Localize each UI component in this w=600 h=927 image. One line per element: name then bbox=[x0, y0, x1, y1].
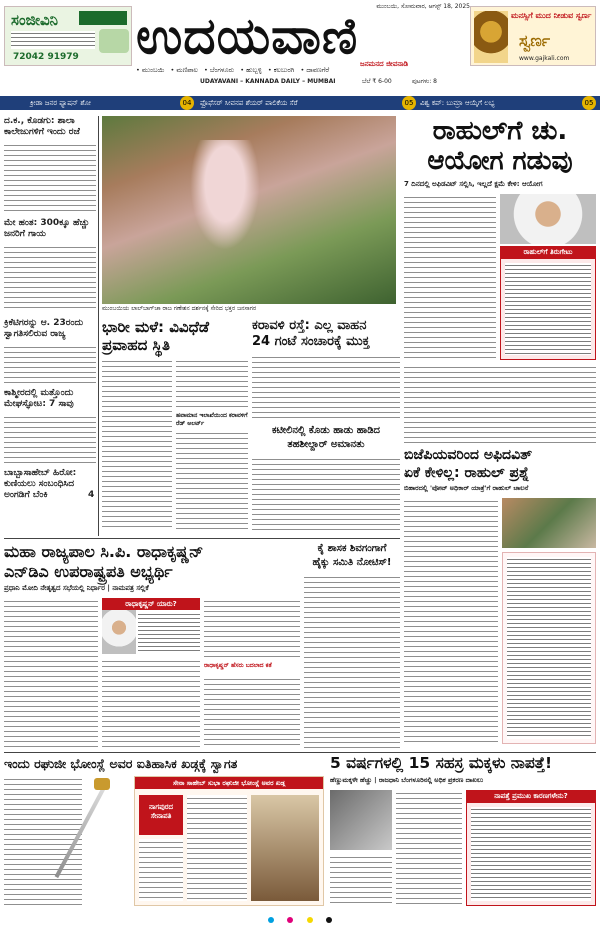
rahul-box bbox=[500, 258, 596, 360]
children-photo bbox=[330, 790, 392, 850]
children-kicker: ಹೆಣ್ಣುಮಕ್ಕಳೇ ಹೆಚ್ಚು | ರಾಜಧಾನಿ ಬೆಂಗಳೂರಿನಲ್ಲಿ ಅಧಿಕ ಪ್ರಕರಣ ದಾಖಲು bbox=[330, 776, 484, 784]
cyan-mark bbox=[268, 917, 274, 923]
magenta-mark bbox=[287, 917, 293, 923]
shivaganga-body bbox=[304, 574, 400, 748]
ticker-num-1: 04 bbox=[180, 96, 194, 110]
vp-sub: ರಾಧಾಕೃಷ್ಣನ್ ಹೆಸರು ಬದಲಾದ ಕತೆ bbox=[204, 662, 272, 669]
ticker-num-2: 05 bbox=[402, 96, 416, 110]
teacher-body bbox=[252, 456, 400, 530]
rahul-headline-line1[interactable]: ರಾಹುಲ್‌ಗೆ ಚು. bbox=[432, 116, 568, 146]
left-story2-body bbox=[4, 244, 96, 312]
bhonsle-inner-body-1 bbox=[187, 795, 247, 901]
ticker-num-3: 05 bbox=[582, 96, 596, 110]
bjp-quote-box bbox=[502, 552, 596, 744]
vp-headline-line1[interactable]: ಮಹಾ ರಾಜ್ಯಪಾಲ ಸಿ.ಪಿ. ರಾಧಾಕೃಷ್ಣನ್ bbox=[4, 542, 204, 561]
bhonsle-inner-body-2 bbox=[139, 839, 183, 901]
children-box-points bbox=[471, 807, 591, 901]
rain-sub: ಹವಾಮಾನ ಇಲಾಖೆಯಿಂದ ಕರಾವಳಿಗೆ ರೆಡ್ ಅಲರ್ಟ್ bbox=[176, 412, 248, 427]
vp-body-2 bbox=[102, 658, 200, 748]
edition-6: • ದಾವಣಗೆರೆ bbox=[300, 66, 330, 74]
cec-portrait bbox=[500, 194, 596, 244]
sword-hilt bbox=[94, 778, 110, 790]
masthead-title: ಉದಯವಾಣಿ bbox=[136, 6, 359, 65]
bhonsle-inner-head: ಸೇನಾ ಸಾಹೇಬ್ ಸುಭಾ ರಘುಜೀ ಭೋಂಸ್ಲೆ ಅವರ ಖಡ್ಗ bbox=[135, 777, 323, 789]
left-story4-head[interactable]: ಕಾಶ್ಮೀರದಲ್ಲಿ ಮತ್ತೊಂದು ಮೇಘಸ್ಫೋಟ: 7 ಸಾವು bbox=[4, 388, 74, 409]
ad-right-title: ಮನಸ್ಸಿಗೆ ಮುದ ನೀಡುವ ಸ್ವರ್ಣ bbox=[511, 11, 592, 20]
left-story5-head[interactable]: ಬಾಬ್ಬಾಸಾಹೇಬ್ ಹಿರೋ: ಕುಣಿಯಲು ಸಂಬಂಧಿಸಿದ ಅಂಗಡಿಗೆ ಬೆಂಕಿ bbox=[4, 468, 77, 500]
photo-highlight bbox=[190, 140, 260, 250]
ad-right-brand: ಸ್ವರ್ಣ bbox=[519, 31, 550, 50]
children-body-2 bbox=[396, 790, 462, 906]
rahul-body-1 bbox=[404, 194, 496, 360]
bhonsle-box-title: ನಾಗಪುರದ ಸೇನಾಪತಿ bbox=[139, 795, 183, 835]
yellow-mark bbox=[307, 917, 313, 923]
rain-headline-line1[interactable]: ಭಾರೀ ಮಳೆ: ವಿವಿಧೆಡೆ bbox=[102, 318, 210, 336]
edition-bar bbox=[136, 66, 466, 76]
left-column bbox=[4, 116, 96, 536]
left-story2-head[interactable]: ಮೇ ಹಂತ: 300ಕ್ಕೂ ಹೆಚ್ಚು ಜನರಿಗೆ ಗಾಯ bbox=[4, 218, 90, 239]
children-box-title: ನಾಪತ್ತೆ ಪ್ರಮುಖ ಕಾರಣಗಳೇನು? bbox=[466, 790, 596, 802]
bhonsle-headline[interactable]: ಇಂದು ರಘುಜೀ ಭೋಂಸ್ಲೆ ಅವರ ಐತಿಹಾಸಿಕ ಖಡ್ಗಕ್ಕೆ ಸ್ವಾಗತ bbox=[4, 756, 238, 771]
coast-headline-line2[interactable]: 24 ಗಂಟೆ ಸಂಚಾರಕ್ಕೆ ಮುಕ್ತ bbox=[252, 334, 370, 349]
masthead-price: ಬೆಲೆ ₹ 6-00 bbox=[362, 78, 392, 85]
ad-left[interactable] bbox=[4, 6, 132, 66]
coast-headline-line1[interactable]: ಕರಾವಳಿ ರಸ್ತೆ: ಎಲ್ಲ ವಾಹನ bbox=[252, 318, 367, 333]
ad-left-badge bbox=[79, 11, 127, 25]
bjp-kicker: ಬಿಹಾರದಲ್ಲಿ 'ವೋಟ್ ಅಧಿಕಾರ್ ಯಾತ್ರೆ'ಗೆ ರಾಹುಲ್ ಚಾಲನೆ bbox=[404, 484, 529, 492]
left-column-divider bbox=[98, 116, 99, 536]
bhonsle-portrait bbox=[251, 795, 319, 901]
print-color-marks bbox=[0, 908, 600, 918]
teacher-headline-line1[interactable]: ಕಟೀಲಿನಲ್ಲಿ ಕೊಡು ಹಾಡು ಹಾಡಿದ bbox=[272, 425, 380, 436]
rain-body-3 bbox=[176, 430, 248, 530]
coast-body bbox=[252, 354, 400, 420]
vp-body-3 bbox=[204, 598, 300, 660]
masthead-subtitle: UDAYAVANI – KANNADA DAILY – MUMBAI bbox=[200, 78, 336, 85]
vp-kicker: ಪ್ರಧಾನಿ ಮೋದಿ ನೇತೃತ್ವದ ಸಭೆಯಲ್ಲಿ ನಿರ್ಧಾರ | ನಾಮಪತ್ರ ಸಲ್ಲಿಕೆ bbox=[4, 584, 149, 592]
rahul-box-points bbox=[505, 263, 591, 355]
ad-left-brand: ಸಂಜೀವಿನಿ bbox=[11, 11, 59, 29]
bjp-quote-text bbox=[507, 557, 591, 739]
left-story3-body bbox=[4, 344, 96, 384]
ad-right-idol-image bbox=[474, 11, 508, 63]
yatra-photo bbox=[502, 498, 596, 548]
children-box bbox=[466, 802, 596, 906]
ticker-item-3[interactable]: ವಿಶ್ವ ಕಪ್: ಬುಮ್ರಾ ಆಯ್ಕೆಗೆ ಲಭ್ಯ bbox=[420, 99, 495, 107]
vp-headline-line2[interactable]: ಎನ್‌ಡಿಎ ಉಪರಾಷ್ಟ್ರಪತಿ ಅಭ್ಯರ್ಥಿ bbox=[4, 562, 173, 581]
rahul-headline-line2[interactable]: ಆಯೋಗ ಗಡುವು bbox=[427, 146, 573, 176]
vp-body-1 bbox=[4, 598, 98, 748]
black-mark bbox=[326, 917, 332, 923]
radhakrishnan-portrait bbox=[102, 610, 136, 654]
teacher-headline-line2[interactable]: ತಹಶೀಲ್ದಾರ್ ಅಮಾನತು bbox=[287, 439, 365, 450]
bjp-headline-line1[interactable]: ಬಿಜೆಪಿಯವರಿಂದ ಅಫಿದವಿತ್ bbox=[404, 447, 533, 463]
rahul-box-title: ರಾಹುಲ್‌ಗೆ ತಿರುಗೇಟು bbox=[500, 246, 596, 258]
vp-top-rule bbox=[4, 538, 400, 539]
edition-4: • ಹುಬ್ಬಳ್ಳಿ bbox=[240, 66, 262, 74]
masthead-tagline: ಜನಮನದ ಜೀವನಾಡಿ bbox=[360, 60, 409, 68]
children-body-1 bbox=[330, 854, 392, 906]
sword-image bbox=[86, 776, 130, 906]
masthead-pages: ಪುಟಗಳು: 8 bbox=[412, 78, 437, 85]
children-headline[interactable]: 5 ವರ್ಷಗಳಲ್ಲಿ 15 ಸಹಸ್ರ ಮಕ್ಕಳು ನಾಪತ್ತೆ! bbox=[330, 754, 553, 772]
bhonsle-body-1 bbox=[4, 776, 82, 906]
ticker-item-2[interactable]: ಫ್ರೊಫೆಸರ್ ಸೀವನಪ ಶೆಯರ್ ಪಾಲಿಕೆಯ ಸೆರೆ bbox=[200, 99, 298, 107]
rahul-body-2 bbox=[404, 364, 596, 444]
ticker-item-1[interactable]: ಕ್ರೀಡಾ ಜನರ ಫ್ಯಾಷನ್ ಶೋ bbox=[30, 99, 91, 107]
edition-3: • ಬೆಂಗಳೂರು bbox=[203, 66, 235, 74]
left-story1-body bbox=[4, 142, 96, 212]
left-story3-head[interactable]: ಕ್ರಿಕೆಟಿಗರನ್ನು ಆ. 23ರಂದು ಸ್ವಾಗತಿಸಲಿರುವ ರಾಜ್ಯ bbox=[4, 318, 84, 339]
vp-box-title: ರಾಧಾಕೃಷ್ಣನ್ ಯಾರು? bbox=[102, 598, 200, 610]
vp-body-4 bbox=[204, 676, 300, 748]
ad-left-text bbox=[11, 31, 95, 49]
left-story5-page: 4 bbox=[88, 490, 95, 500]
ad-left-phone: 72042 91979 bbox=[13, 52, 79, 62]
bjp-body-1 bbox=[404, 498, 498, 744]
vp-box-points bbox=[138, 612, 200, 654]
rain-body-2 bbox=[176, 358, 248, 410]
photo-caption: ಮುಂಬಯಿಯ ಲಾಲ್‌ಬಾಗ್‌ಚಾ ರಾಜ ಗಣೇಶನ ದರ್ಶನಕ್ಕೆ ಸೇರಿದ ಭಕ್ತರ ಜನಸಾಗರ bbox=[102, 305, 257, 312]
ad-left-image bbox=[99, 29, 129, 53]
ad-right[interactable] bbox=[470, 6, 596, 66]
shivaganga-headline-line2[interactable]: ಹೈಕ್ಕು ಸಮಿತಿ ನೋಟಿಸ್! bbox=[312, 557, 392, 568]
edition-1: • ಮುಂಬಯಿ bbox=[136, 66, 165, 74]
ticker-bar bbox=[0, 96, 600, 110]
ad-right-site: www.gajkali.com bbox=[519, 55, 570, 62]
rain-headline-line2[interactable]: ಪ್ರವಾಹದ ಸ್ಥಿತಿ bbox=[102, 336, 170, 354]
rain-body-1 bbox=[102, 358, 172, 530]
bhonsle-top-rule bbox=[4, 752, 596, 753]
edition-2: • ಮಣಿಪಾಲ bbox=[170, 66, 198, 74]
masthead-date: ಮುಂಬಯಿ, ಸೋಮವಾರ, ಆಗಸ್ಟ್ 18, 2025 bbox=[376, 3, 470, 10]
left-story4-body bbox=[4, 414, 96, 466]
bjp-headline-line2[interactable]: ಏಕೆ ಕೇಳಿಲ್ಲ: ರಾಹುಲ್ ಪ್ರಶ್ನೆ bbox=[404, 465, 530, 481]
rahul-kicker: 7 ದಿನದಲ್ಲಿ ಅಫಿಡವಿಟ್ ಸಲ್ಲಿಸಿ, ಇಲ್ಲದೆ ಕ್ಷಮೆ ಕೇಳಿ: ಆಯೋಗ bbox=[404, 180, 543, 188]
edition-5: • ಕಲಬುರಗಿ bbox=[267, 66, 295, 74]
shivaganga-headline-line1[interactable]: ಕೈ ಶಾಸಕ ಶಿವಗಂಗಾಗೆ bbox=[317, 543, 387, 554]
left-story1-head[interactable]: ದ.ಕ., ಕೊಡಗು: ಶಾಲಾ ಕಾಲೇಜುಗಳಿಗೆ ಇಂದು ರಜೆ bbox=[4, 116, 80, 137]
bhonsle-inner-box bbox=[134, 776, 324, 906]
